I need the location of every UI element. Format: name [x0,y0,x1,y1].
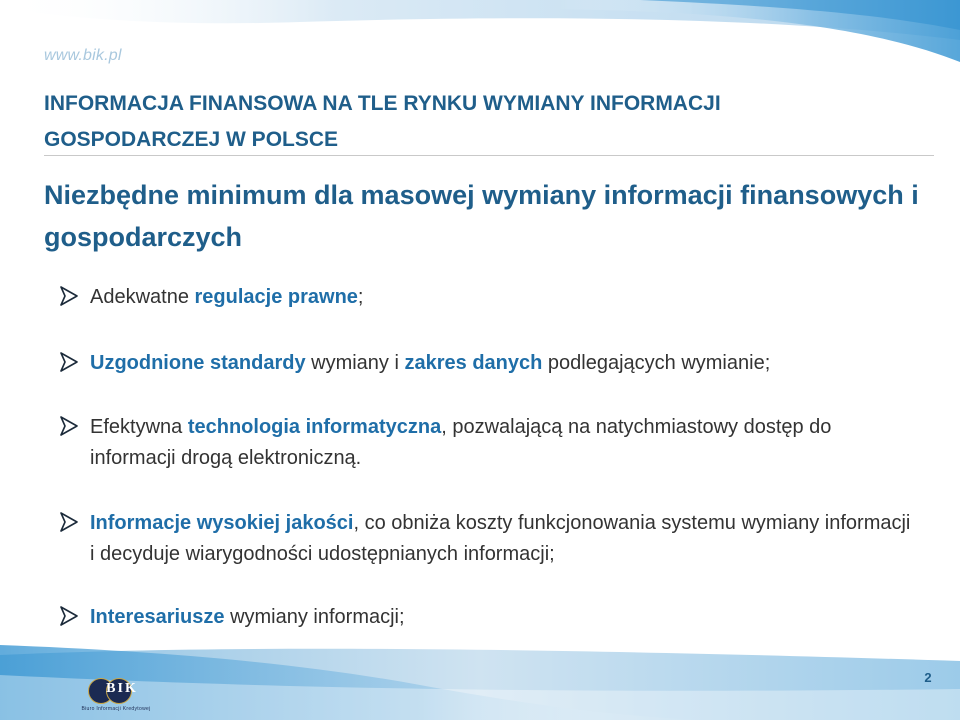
top-decorative-band [0,0,960,80]
bullet-highlight: technologia informatyczna [187,416,442,438]
bullet-item [60,348,920,379]
bullet-segment: , pozwalającą na natychmiastowy dostęp do informacji drogą elektroniczną. [90,416,832,469]
slide-subtitle: Niezbędne minimum dla masowej wymiany informacji finansowych i gospodarczych [44,180,919,252]
bik-logo [76,676,156,716]
arrow-bullet-icon [60,352,78,372]
logo-letters: BIK [106,681,138,696]
logo-caption: Biuro Informacji Kredytowej [81,706,151,712]
bullet-text [60,282,920,313]
logo-mark [88,676,138,704]
page-number: 2 [924,670,932,685]
bullet-text [60,412,920,474]
bullet-highlight: Informacje wysokiej jakości [90,512,354,534]
section-title [44,86,924,158]
bullet-segment: wymiany informacji; [224,606,405,628]
bullet-highlight: Uzgodnione standardy [90,352,306,374]
bullet-segment: wymiany i [305,352,405,374]
arrow-bullet-icon [60,416,78,436]
arrow-bullet-icon [60,512,78,532]
bullet-text [60,602,920,633]
bullet-highlight: Interesariusze [90,606,225,628]
website-url: www.bik.pl [44,47,122,64]
arrow-bullet-icon [60,286,78,306]
bullet-segment: Adekwatne [90,286,195,308]
arrow-bullet-icon [60,606,78,626]
bullet-highlight: regulacje prawne [194,286,358,308]
bullet-text [60,348,920,379]
section-title-line-2: GOSPODARCZEJ W POLSCE [44,128,339,151]
bullet-item [60,412,920,474]
title-divider [44,155,934,156]
bullet-text [60,508,920,570]
bullet-segment: , co obniża koszty funkcjonowania systemu wymiany informacji i decyduje wiarygodności udostępnianych informacji; [90,512,911,565]
bullet-segment: podlegających wymianie; [542,352,771,374]
bullet-item [60,602,920,633]
bullet-segment: Efektywna [90,416,188,438]
section-title-line-1: INFORMACJA FINANSOWA NA TLE RYNKU WYMIANY INFORMACJI [44,92,721,115]
bullet-item [60,508,920,570]
bullet-segment: ; [357,286,364,308]
bullet-item [60,282,920,313]
bullet-highlight: zakres danych [404,352,543,374]
